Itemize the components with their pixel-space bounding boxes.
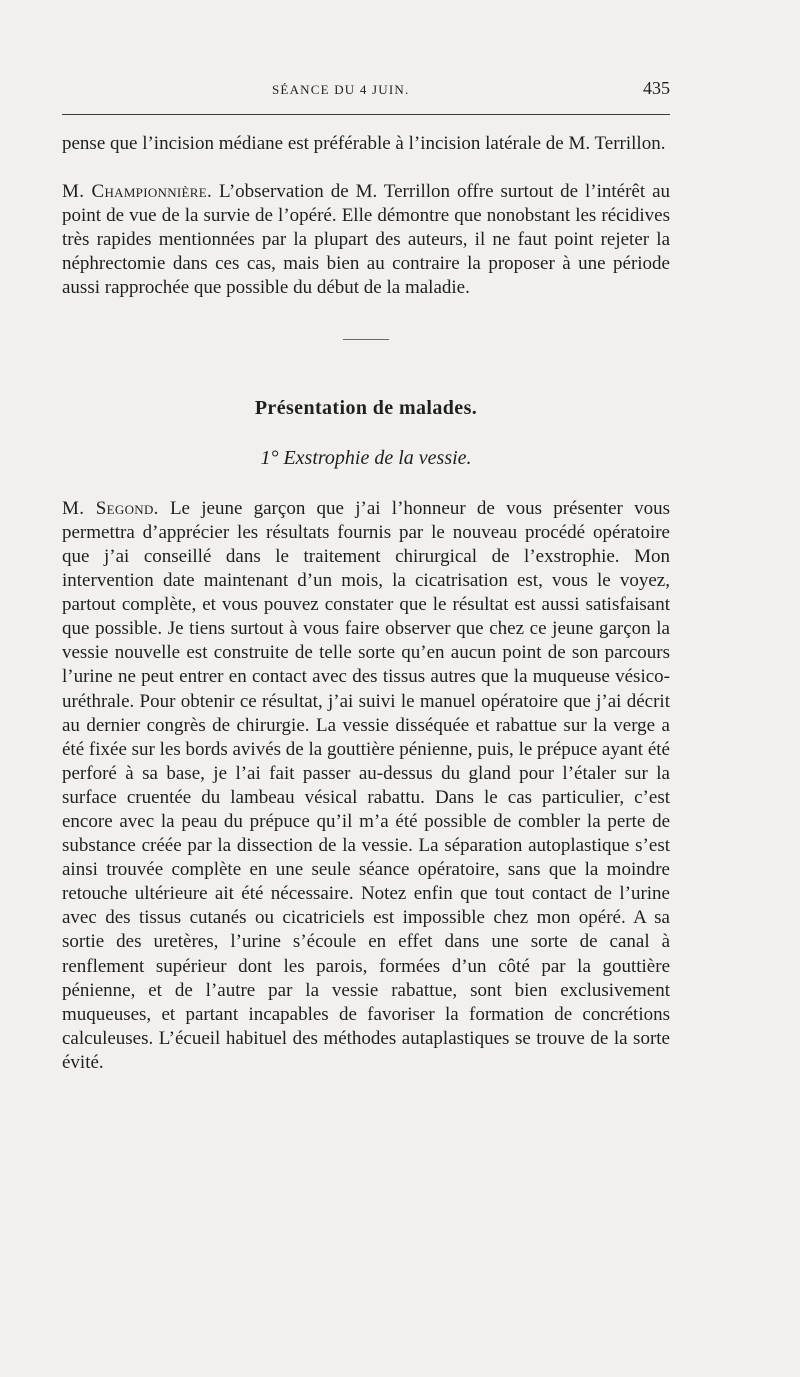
paragraph-text: Le jeune garçon que j’ai l’honneur de vous présenter vous permettra d’apprécier les résultats fournis par le nouveau procédé opératoire que j’ai conseillé dans le traitement chirurgical de l’exstrophie. Mon intervention date maintenant d’un mois, la cicatrisation est, vous le voyez, partout complète, et vous pouvez constater que le résultat est aussi satisfaisant que possible. Je tiens surtout à vous faire observer que chez ce jeune garçon la vessie nouvelle est construite de telle sorte qu’en aucun point de son parcours l’urine ne peut entrer en contact avec des tissus autres que la muqueuse vésico-uréthrale. Pour obtenir ce résultat, j’ai suivi le manuel opératoire que j’ai décrit au dernier congrès de chirurgie. La vessie disséquée et rabattue sur la verge a été fixée sur les bords avivés de la gouttière pénienne, puis, le prépuce ayant été perforé à sa base, je l’ai fait passer au-dessus du gland pour l’étaler sur la surface cruentée du lambeau vésical rabattu. Dans le cas particulier, c’est encore avec la peau du prépuce qu’il m’a été possible de combler la perte de substance créée par la dissection de la vessie. La séparation autoplastique s’est ainsi trouvée complète en une seule séance opératoire, sans que la moindre retouche ultérieure ait été nécessaire. Notez enfin que tout contact de l’urine avec des tissus cutanés ou cicatriciels est impossible chez mon opéré. A sa sortie des uretères, l’urine s’écoule en effet dans une sorte de canal à renflement supérieur dont les parois, formées d’un côté par la gouttière pénienne, et de l’autre par la vessie rabattue, sont bien exclusivement muqueuses, et partant incapables de favoriser la formation de concrétions calculeuses. L’écueil habituel des méthodes autaplastiques se trouve de la sorte évité. — [62, 497, 670, 1073]
paragraph-text: L’observation de M. Terrillon offre surtout de l’intérêt au point de vue de la survie de l’opéré. Elle démontre que nonobstant les récidives très rapides mentionnées par la plupart des auteurs, il ne faut point rejeter la néphrectomie dans ces cas, mais bien au contraire la proposer à une période aussi rapprochée que possible du début de la maladie. — [62, 181, 671, 299]
page-number: 435 — [643, 78, 670, 98]
speaker-name: M. Championnière. — [62, 181, 213, 203]
running-title: SÉANCE DU 4 JUIN. — [272, 82, 410, 97]
paragraph-continuation: pense que l’incision médiane est préférable à l’incision latérale de M. Terrillon. — [62, 133, 666, 154]
paragraph-segond — [62, 497, 670, 1075]
section-separator — [343, 339, 389, 340]
paragraph-championniere — [62, 180, 670, 300]
running-header — [62, 78, 670, 106]
header-rule — [62, 114, 670, 115]
speaker-name: M. Segond. — [62, 497, 159, 519]
page-content — [62, 132, 670, 1075]
section-title: Présentation de malades. — [254, 396, 478, 419]
subsection-title: 1° Exstrophie de la vessie. — [260, 446, 472, 469]
